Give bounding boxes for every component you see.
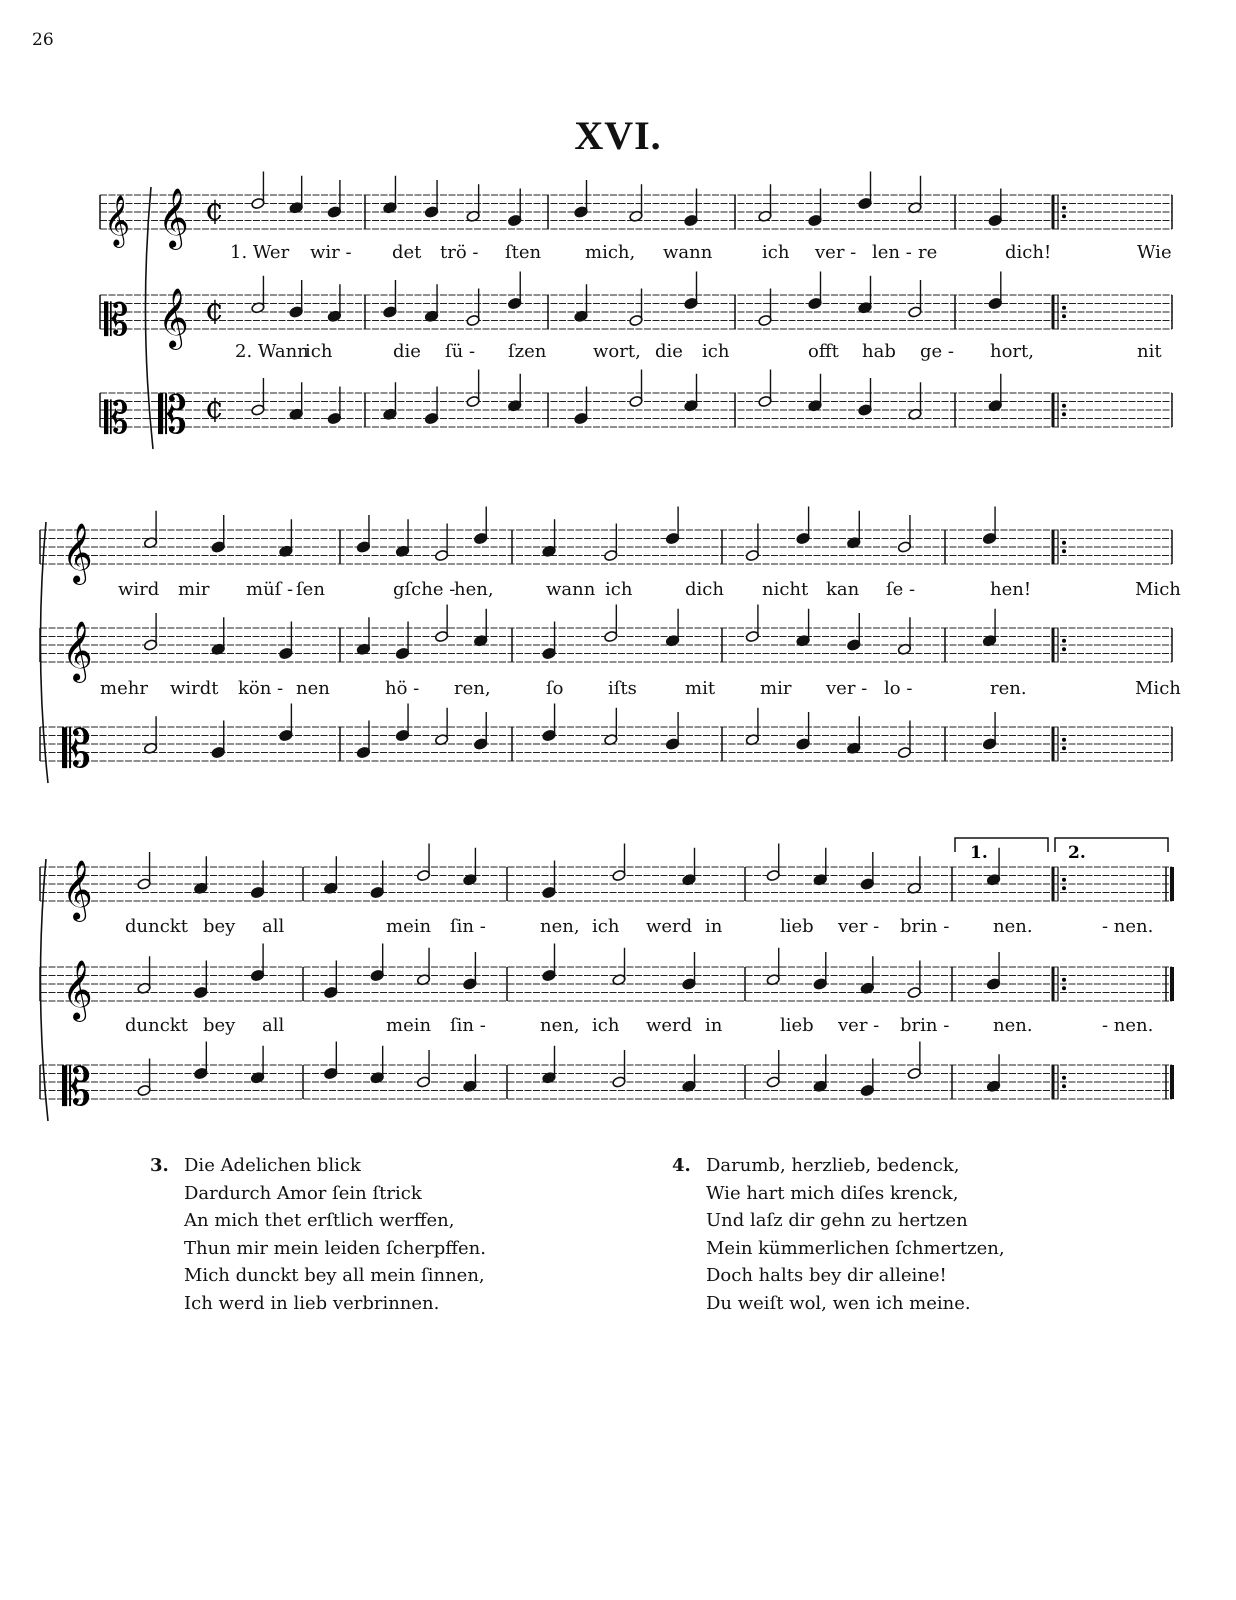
lyric-syllable: wird (118, 579, 160, 600)
lyric-syllable: mich, (585, 242, 636, 263)
lyric-syllable: brin - (900, 916, 950, 937)
lyric-syllable: hen! (990, 579, 1032, 600)
repeat-dot (1062, 986, 1066, 990)
verse-3-number: 3. (150, 1155, 169, 1176)
lyric-syllable: ich (762, 242, 790, 263)
lyric-syllable: - nen. (1102, 916, 1154, 937)
lyric-syllable: nen. (993, 916, 1033, 937)
lyric-syllable: nen, (540, 916, 580, 937)
lyric-syllable: all (262, 916, 285, 937)
page-number: 26 (32, 30, 54, 50)
lyric-syllable: wir - (310, 242, 352, 263)
staff (40, 1042, 1172, 1119)
lyric-syllable: lo - (884, 678, 913, 699)
lyric-syllable: ge - (920, 341, 954, 362)
lyric-syllable: ſen (296, 579, 325, 600)
lyric-syllable: ren. (990, 678, 1027, 699)
staff (40, 507, 1172, 586)
original-c-clef-icon: 𝄡 (104, 393, 129, 444)
verse-3 (150, 1152, 486, 1317)
lyric-syllable: kan (826, 579, 860, 600)
verse-3-line: Dardurch Amor ſein ſtrick (184, 1182, 422, 1204)
lyric-syllable: dunckt (125, 916, 188, 937)
piece-title: XVI. (574, 113, 662, 158)
c-clef-icon: 𝄡 (62, 720, 92, 780)
verse-3-line: Thun mir mein leiden ſcherpffen. (184, 1237, 486, 1259)
lyric-syllable: lieb (780, 1015, 814, 1036)
lyric-syllable: det (392, 242, 422, 263)
verse-4-line: Doch halts bey dir alleine! (706, 1265, 947, 1286)
lyric-syllable: hen, (454, 579, 494, 600)
lyrics-layer (100, 242, 1181, 1036)
lyric-syllable: in (705, 1015, 723, 1036)
lyric-syllable: - nen. (1102, 1015, 1154, 1036)
original-clef-icon: 𝄞 (104, 195, 131, 246)
lyric-syllable: ſin - (450, 916, 486, 937)
lyric-syllable: mir (760, 678, 792, 699)
c-clef-icon: 𝄡 (62, 1058, 92, 1118)
lyric-syllable: ſzen (508, 341, 547, 362)
first-ending-label: 1. (970, 843, 988, 863)
cut-time-icon: ¢ (205, 390, 225, 426)
lyric-syllable: offt (808, 341, 839, 362)
lyric-syllable: kön - (238, 678, 284, 699)
repeat-dot (1062, 639, 1066, 643)
verse-4-line: Und laſz dir gehn zu hertzen (706, 1210, 968, 1231)
staff (100, 272, 1172, 351)
repeat-dot (1062, 412, 1066, 416)
verse-4-line: Du weiſt wol, wen ich meine. (706, 1292, 971, 1314)
lyric-syllable: werd (646, 916, 693, 937)
g-clef-icon: 𝄞 (62, 523, 93, 583)
g-clef-icon: 𝄞 (158, 288, 189, 348)
lyric-syllable: dunckt (125, 1015, 188, 1036)
lyric-syllable: nicht (762, 579, 809, 600)
lyric-syllable: ich (702, 341, 730, 362)
lyric-syllable: mein (386, 1015, 432, 1036)
lyric-syllable: 2. Wann (235, 341, 309, 362)
lyric-syllable: mehr (100, 678, 148, 699)
repeat-dot (1062, 1084, 1066, 1088)
verse-3-line: Mich dunckt bey all mein ſinnen, (184, 1265, 485, 1286)
staff (40, 844, 1172, 923)
g-clef-icon: 𝄞 (62, 621, 93, 681)
c-clef-icon: 𝄡 (158, 386, 188, 446)
g-clef-icon: 𝄞 (62, 860, 93, 920)
repeat-dot (1062, 541, 1066, 545)
lyric-syllable: ſo (546, 678, 564, 699)
lyric-syllable: all (262, 1015, 285, 1036)
lyric-syllable: ſü - (445, 341, 476, 362)
lyric-syllable: ich (605, 579, 633, 600)
verse-3-line: Ich werd in lieb verbrinnen. (184, 1292, 440, 1314)
verse-4 (672, 1152, 1005, 1317)
volta-endings (955, 838, 1168, 863)
cut-time-icon: ¢ (205, 192, 225, 228)
lyric-syllable: ver - (826, 678, 868, 699)
lyric-syllable: Wie (1137, 242, 1172, 263)
lyric-syllable: ver - (838, 1015, 880, 1036)
first-ending-bracket (955, 838, 1048, 852)
lyric-syllable: ren, (454, 678, 491, 699)
lyric-syllable: hö - (385, 678, 420, 699)
repeat-dot (1062, 738, 1066, 742)
g-clef-icon: 𝄞 (62, 960, 93, 1020)
lyric-syllable: trö - (440, 242, 479, 263)
lyric-syllable: mit (685, 678, 716, 699)
original-c-clef-icon: 𝄡 (104, 295, 129, 346)
repeat-dot (1062, 647, 1066, 651)
lyric-syllable: wort, (593, 341, 641, 362)
staff-system (100, 172, 1172, 450)
lyric-syllable: ver - (815, 242, 857, 263)
lyric-syllable: ſin - (450, 1015, 486, 1036)
verse-4-line: Darumb, herzlieb, bedenck, (706, 1155, 960, 1176)
lyric-syllable: die (655, 341, 683, 362)
lyric-syllable: nen. (993, 1015, 1033, 1036)
lyric-syllable: Mich (1135, 579, 1181, 600)
lyric-syllable: in (705, 916, 723, 937)
repeat-dot (1062, 306, 1066, 310)
cut-time-icon: ¢ (205, 292, 225, 328)
lyric-syllable: lieb (780, 916, 814, 937)
repeat-dot (1062, 886, 1066, 890)
lyric-syllable: len - (872, 242, 912, 263)
lyric-syllable: bey (203, 1015, 236, 1036)
staff (100, 172, 1172, 251)
lyric-syllable: ich (592, 916, 620, 937)
lyric-syllable: nen, (540, 1015, 580, 1036)
staff-system (40, 844, 1172, 1122)
repeat-dot (1062, 1076, 1066, 1080)
lyric-syllable: nit (1137, 341, 1162, 362)
lyric-syllable: ich (592, 1015, 620, 1036)
staff (40, 944, 1172, 1023)
lyric-syllable: werd (646, 1015, 693, 1036)
repeat-dot (1062, 746, 1066, 750)
lyric-syllable: hab (862, 341, 896, 362)
second-ending-label: 2. (1068, 843, 1086, 863)
staff-system (40, 507, 1172, 784)
verse-4-line: Mein kümmerlichen ſchmertzen, (706, 1237, 1005, 1259)
lyric-syllable: dich (685, 579, 724, 600)
lyric-syllable: müſ - (246, 579, 294, 600)
repeat-dot (1062, 214, 1066, 218)
repeat-dot (1062, 206, 1066, 210)
lyric-syllable: ver - (838, 916, 880, 937)
lyric-syllable: mein (386, 916, 432, 937)
staff (40, 704, 1172, 781)
verse-3-line: Die Adelichen blick (184, 1155, 361, 1176)
lyric-syllable: bey (203, 916, 236, 937)
verse-3-line: An mich thet erſtlich werffen, (184, 1210, 455, 1231)
staff (100, 370, 1172, 447)
lyric-syllable: wann (546, 579, 596, 600)
staff (40, 605, 1172, 684)
lyric-syllable: wann (663, 242, 713, 263)
lyric-syllable: ſten (505, 242, 542, 263)
lyric-syllable: ſe - (886, 579, 916, 600)
lyric-syllable: gſche - (393, 579, 456, 600)
verse-4-number: 4. (672, 1155, 691, 1176)
lyric-syllable: Mich (1135, 678, 1181, 699)
staves-layer (40, 172, 1172, 1122)
lyric-syllable: dich! (1005, 242, 1052, 263)
lyric-syllable: wirdt (170, 678, 219, 699)
lyric-syllable: hort, (990, 341, 1034, 362)
repeat-dot (1062, 404, 1066, 408)
lyric-syllable: 1. Wer (230, 242, 290, 263)
repeat-dot (1062, 978, 1066, 982)
lyric-syllable: mir (178, 579, 210, 600)
repeat-dot (1062, 549, 1066, 553)
verse-4-line: Wie hart mich diſes krenck, (706, 1182, 959, 1204)
lyric-syllable: brin - (900, 1015, 950, 1036)
lyric-syllable: iſts (608, 678, 637, 699)
lyric-syllable: ich (305, 341, 333, 362)
g-clef-icon: 𝄞 (158, 188, 189, 248)
repeat-dot (1062, 878, 1066, 882)
lyric-syllable: nen (296, 678, 330, 699)
lyric-syllable: die (393, 341, 421, 362)
lyric-syllable: re (918, 242, 938, 263)
repeat-dot (1062, 314, 1066, 318)
